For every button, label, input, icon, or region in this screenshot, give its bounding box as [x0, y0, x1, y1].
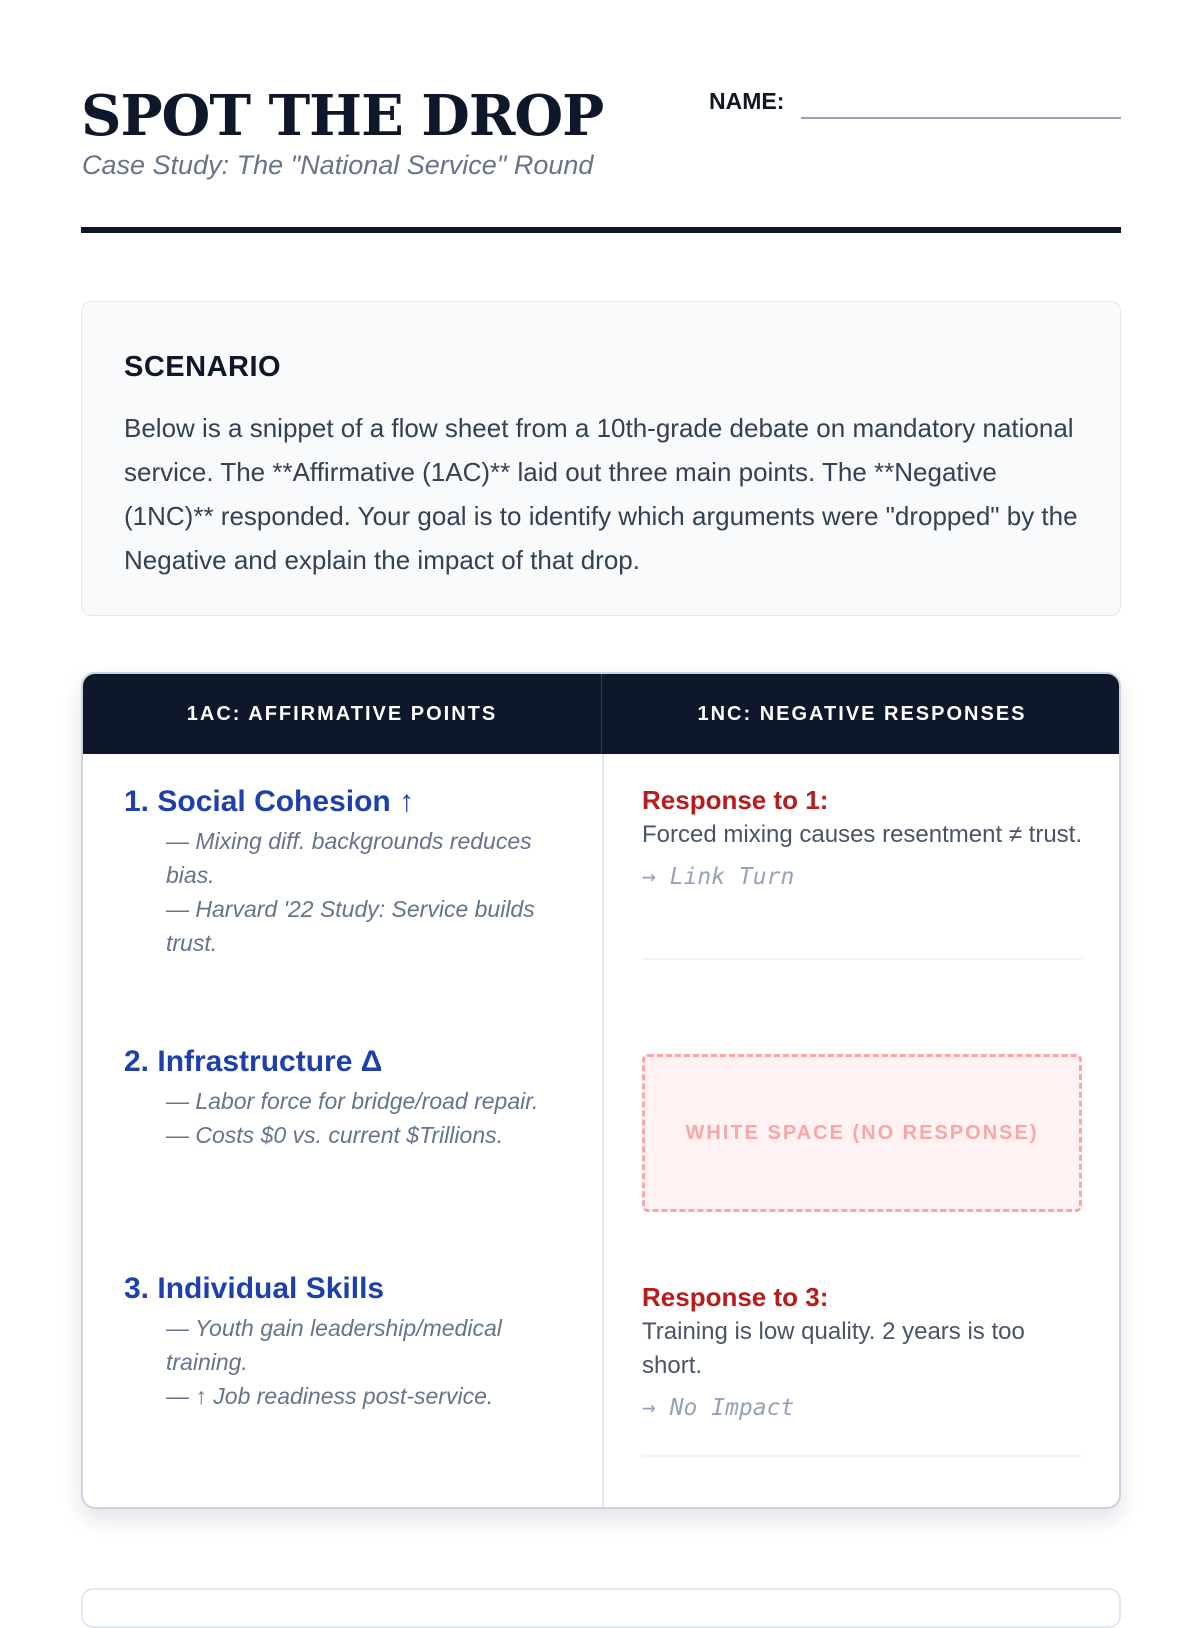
response-divider: [642, 1455, 1082, 1457]
aff-point-details: [166, 1311, 564, 1413]
aff-point-2: [124, 1044, 564, 1152]
flow-sheet: [81, 672, 1121, 1509]
scenario-text: Below is a snippet of a flow sheet from a 10th-grade debate on mandatory national service. The **Affirmative (1AC)** laid out three main points. The **Negative (1NC)** responded. Your goal is to identify which arguments were "dropped" by the Negative and explain the impact of that drop.: [124, 413, 1078, 575]
response-label: Response to 3:: [642, 1282, 829, 1312]
column-divider: [602, 754, 604, 1509]
page-title: SPOT THE DROP: [81, 83, 604, 149]
response-text: Forced mixing causes resentment ≠ trust.: [642, 821, 1083, 848]
aff-point-bullet: — ↑ Job readiness post-service.: [166, 1383, 494, 1409]
neg-response-3: [642, 1281, 1082, 1423]
aff-point-title: 1. Social Cohesion ↑: [124, 785, 415, 818]
aff-column-header: 1AC: AFFIRMATIVE POINTS: [186, 703, 498, 725]
response-tag: → Link Turn: [642, 864, 795, 890]
aff-point-bullet: — Youth gain leadership/medical training.: [166, 1315, 502, 1375]
response-text: Training is low quality. 2 years is too short.: [642, 1318, 1025, 1379]
aff-point-title: 2. Infrastructure Δ: [124, 1045, 383, 1078]
aff-point-3: [124, 1271, 564, 1413]
header-column-divider: [601, 674, 602, 754]
flow-header: [83, 674, 1119, 754]
header: [81, 84, 1121, 234]
aff-point-bullet: — Labor force for bridge/road repair.: [166, 1088, 539, 1114]
aff-point-title: 3. Individual Skills: [124, 1272, 385, 1305]
page-subtitle: Case Study: The "National Service" Round: [82, 150, 594, 180]
aff-point-details: [166, 1084, 564, 1152]
header-divider: [81, 227, 1121, 233]
aff-point-bullet: — Costs $0 vs. current $Trillions.: [166, 1122, 504, 1148]
aff-point-details: [166, 824, 564, 960]
name-field[interactable]: [801, 117, 1121, 119]
response-divider: [642, 958, 1082, 960]
neg-column-header: 1NC: NEGATIVE RESPONSES: [697, 703, 1027, 725]
name-label: NAME:: [709, 88, 785, 114]
response-tag: → No Impact: [642, 1395, 795, 1421]
aff-point-1: [124, 784, 564, 960]
response-label: Response to 1:: [642, 785, 829, 815]
aff-point-bullet: — Mixing diff. backgrounds reduces bias.: [166, 828, 532, 888]
next-section-card: [81, 1588, 1121, 1628]
dropped-argument-box: WHITE SPACE (NO RESPONSE): [642, 1054, 1082, 1212]
scenario-heading: SCENARIO: [124, 351, 282, 383]
neg-response-1: [642, 784, 1082, 892]
scenario-card: [81, 301, 1121, 616]
aff-point-bullet: — Harvard '22 Study: Service builds trust.: [166, 896, 535, 956]
